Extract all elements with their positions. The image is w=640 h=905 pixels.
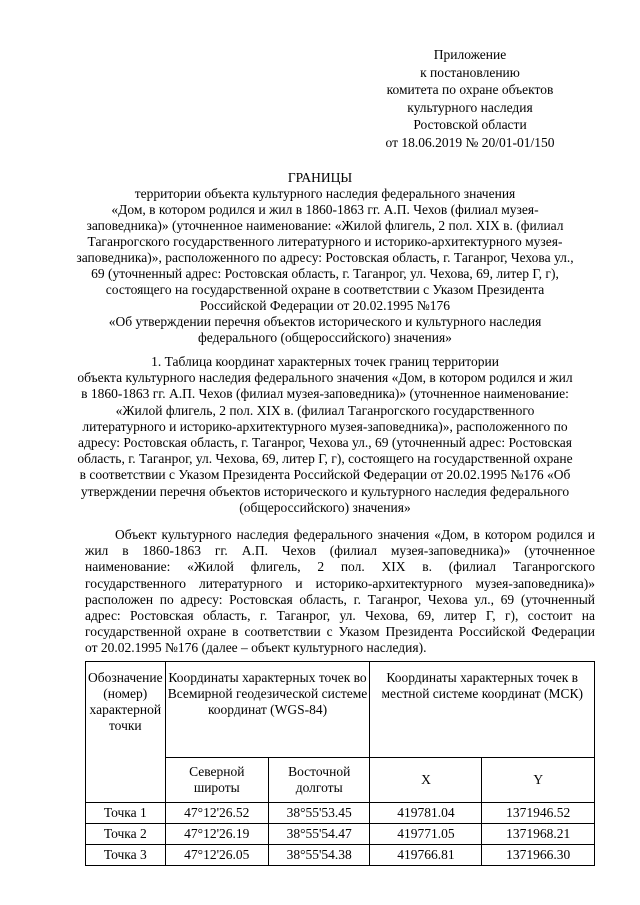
cell-x: 419771.05 [370, 824, 482, 845]
appendix-line: Приложение [433, 47, 507, 62]
appendix-line: культурного наследия [407, 99, 533, 115]
cell-east: 38°55'54.47 [268, 824, 369, 845]
appendix-line: комитета по охране объектов [386, 82, 554, 98]
cell-x: 419781.04 [370, 803, 482, 824]
section-line: объекта культурного наследия федерального значения «Дом, в котором родился и жил [77, 370, 573, 386]
subheader-y: Y [482, 758, 595, 803]
section-line: в 1860-1863 гг. А.П. Чехов (филиал музея-заповедника)» (уточненное наименование: [81, 386, 569, 402]
appendix-block [340, 46, 600, 152]
section-line: адресу: Ростовская область, г. Таганрог, Чехова ул., 69 (уточненный адрес: Ростовская [77, 435, 573, 451]
paragraph-line: Объект культурного наследия федерального значения «Дом, в котором родился и [115, 527, 595, 542]
heading-line: 69 (уточненный адрес: Ростовская область, г. Таганрог, ул. Чехова, 69, литер Г, г), [91, 266, 559, 281]
table-row [86, 824, 595, 845]
section-line: область, г. Таганрог, ул. Чехова, 69, литер Г, г), состоящего на государственной охране [77, 451, 573, 467]
section-line: утверждении перечня объектов исторического и культурного наследия федерального [80, 483, 570, 499]
table-row [86, 845, 595, 866]
subheader-north: Северной широты [165, 758, 268, 803]
paragraph-line: наименование: «Жилой флигель, 2 пол. XIX в. (филиал Таганрогского [85, 559, 595, 575]
paragraph-line: жил в 1860-1863 гг. А.П. Чехов (филиал музея-заповедника)» (уточненное [85, 543, 595, 559]
paragraph-line: расположен по адресу: Ростовская область, г. Таганрог, Чехова ул., 69 (уточненный [85, 591, 595, 607]
section-heading [55, 354, 595, 516]
heading-line: заповедника)», расположенного по адресу: Ростовская область, г. Таганрог, Чехова ул., [76, 250, 574, 265]
header-wgs: Координаты характерных точек во Всемирной геодезической системе координат (WGS-84) [165, 662, 370, 758]
cell-y: 1371966.30 [482, 845, 595, 866]
paragraph-line: государственной охране в соответствии с Указом Президента Российской Федерации [85, 624, 595, 640]
heading-line: «Об утверждении перечня объектов исторического и культурного наследия [108, 314, 542, 329]
appendix-line: от 18.06.2019 № 20/01-01/150 [385, 134, 555, 150]
heading-line: заповедника)» (уточненное наименование: «Жилой флигель, 2 пол. XIX в. (филиал [86, 218, 564, 233]
cell-y: 1371968.21 [482, 824, 595, 845]
cell-x: 419766.81 [370, 845, 482, 866]
section-line: литературного и историко-архитектурного музея-заповедника)», расположенного по [82, 418, 568, 434]
cell-east: 38°55'53.45 [268, 803, 369, 824]
heading-line: состоящего на государственной охране в соответствии с Указом Президента [105, 282, 545, 297]
appendix-line: к постановлению [420, 64, 520, 80]
cell-north: 47°12'26.19 [165, 824, 268, 845]
section-line: 1. Таблица координат характерных точек границ территории [151, 354, 499, 369]
section-line: «Жилой флигель, 2 пол. XIX в. (филиал Таганрогского государственного [115, 402, 535, 418]
section-line: в соответствии с Указом Президента Российской Федерации от 20.02.1995 №176 «Об [79, 467, 571, 483]
heading-line: «Дом, в котором родился и жил в 1860-1863 гг. А.П. Чехов (филиал музея- [111, 202, 539, 217]
coordinates-table [85, 661, 595, 866]
subheader-x: X [370, 758, 482, 803]
heading-line: территории объекта культурного наследия федерального значения [134, 186, 516, 201]
cell-east: 38°55'54.38 [268, 845, 369, 866]
appendix-line: Ростовской области [413, 117, 527, 133]
heading-line: Таганрогского государственного литературного и историко-архитектурного музея- [87, 234, 563, 249]
document-heading [60, 186, 590, 346]
document-title: ГРАНИЦЫ [287, 170, 353, 185]
cell-point: Точка 1 [86, 803, 166, 824]
heading-line: Российской Федерации от 20.02.1995 №176 [199, 298, 451, 313]
cell-north: 47°12'26.52 [165, 803, 268, 824]
cell-north: 47°12'26.05 [165, 845, 268, 866]
body-paragraph [85, 527, 595, 657]
section-line: (общероссийского) значения» [239, 499, 411, 515]
subheader-east: Восточной долготы [268, 758, 369, 803]
table-row [86, 803, 595, 824]
paragraph-line: от 20.02.1995 №176 (далее – объект культурного наследия). [85, 640, 427, 656]
cell-point: Точка 3 [86, 845, 166, 866]
paragraph-line: адрес: Ростовская область, г. Таганрог, ул. Чехова, 69, литер Г, г), состоит на [85, 608, 595, 624]
cell-point: Точка 2 [86, 824, 166, 845]
header-msk: Координаты характерных точек в местной системе координат (МСК) [370, 662, 595, 758]
header-point: Обозначение (номер) характерной точки [86, 662, 166, 803]
heading-line: федерального (общероссийского) значения» [198, 330, 452, 345]
table-header-row [86, 662, 595, 758]
cell-y: 1371946.52 [482, 803, 595, 824]
paragraph-line: государственного литературного и историко-архитектурного музея-заповедника)» [85, 575, 595, 591]
